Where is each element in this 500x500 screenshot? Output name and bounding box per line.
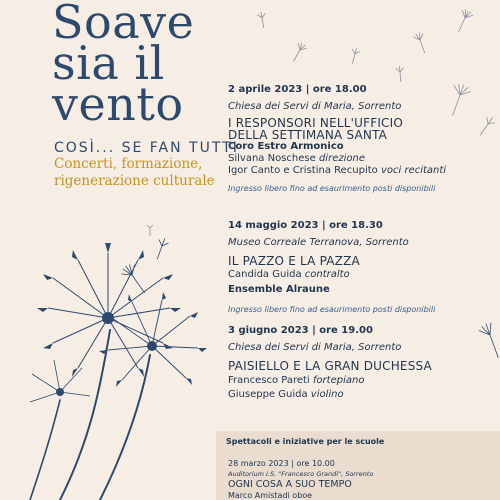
performer-role: contralto xyxy=(304,269,350,280)
poster-tagline xyxy=(54,156,215,190)
event-title xyxy=(228,117,496,141)
schools-venue: Auditorium I.S. "Francesco Grandi", Sorrento xyxy=(228,470,374,478)
event-item xyxy=(228,325,496,401)
event-venue: Museo Correale Terranova, Sorrento xyxy=(228,237,409,248)
event-title-line: IL PAZZO E LA PAZZA xyxy=(228,254,360,268)
event-date: 2 aprile 2023 | ore 18.00 xyxy=(228,84,367,95)
poster-title xyxy=(52,0,195,131)
performer-name: Igor Canto e Cristina Recupito xyxy=(228,165,378,176)
title-line: vento xyxy=(52,77,184,131)
title-line: Soave xyxy=(52,0,195,49)
performer-name: Ensemble Alraune xyxy=(228,284,330,295)
poster-subtitle: COSÌ... SE FAN TUTTI xyxy=(54,140,239,156)
event-date: 3 giugno 2023 | ore 19.00 xyxy=(228,325,373,336)
schools-panel xyxy=(216,431,500,500)
event-performer xyxy=(228,165,496,177)
title-line: sia il xyxy=(52,36,165,90)
event-title-line: I RESPONSORI NELL'UFFICIO xyxy=(228,116,404,130)
performer-role: voci recitanti xyxy=(380,165,447,176)
schools-date: 28 marzo 2023 | ore 10.00 xyxy=(228,459,335,468)
schools-performer: Marco Amistadi oboe xyxy=(228,491,313,500)
event-title xyxy=(228,360,496,372)
schools-title: OGNI COSA A SUO TEMPO xyxy=(228,479,352,490)
performer-name: Giuseppe Guida xyxy=(228,389,308,400)
tagline-line: rigenerazione culturale xyxy=(54,173,215,189)
event-item xyxy=(228,220,496,314)
performer-name: Candida Guida xyxy=(228,269,302,280)
performer-name: Francesco Pareti xyxy=(228,375,310,386)
performer-name: Coro Estro Armonico xyxy=(228,141,344,152)
performer-role: fortepiano xyxy=(312,375,365,386)
schools-heading: Spettacoli e iniziative per le scuole xyxy=(226,437,385,446)
performer-role: direzione xyxy=(318,153,365,164)
event-performer xyxy=(228,141,496,153)
event-performer xyxy=(228,389,496,401)
event-entry-note: Ingresso libero fino ad esaurimento posti disponibili xyxy=(228,184,436,193)
event-title xyxy=(228,255,496,267)
event-item xyxy=(228,84,496,193)
event-title-line: PAISIELLO E LA GRAN DUCHESSA xyxy=(228,359,432,373)
tagline-line: Concerti, formazione, xyxy=(54,156,203,172)
dandelion-small-icon xyxy=(30,360,90,402)
event-title-line: DELLA SETTIMANA SANTA xyxy=(228,128,388,142)
event-venue: Chiesa dei Servi di Maria, Sorrento xyxy=(228,342,402,353)
event-date: 14 maggio 2023 | ore 18.30 xyxy=(228,220,383,231)
event-performer xyxy=(228,269,496,281)
performer-name: Silvana Noschese xyxy=(228,153,316,164)
event-performer xyxy=(228,284,496,296)
performer-role: violino xyxy=(310,389,344,400)
event-venue: Chiesa dei Servi di Maria, Sorrento xyxy=(228,101,402,112)
event-performer xyxy=(228,153,496,165)
dandelion-medium-icon xyxy=(99,292,207,387)
event-entry-note: Ingresso libero fino ad esaurimento posti disponibili xyxy=(228,305,436,314)
dandelion-small-stem xyxy=(30,400,60,500)
event-performer xyxy=(228,375,496,387)
